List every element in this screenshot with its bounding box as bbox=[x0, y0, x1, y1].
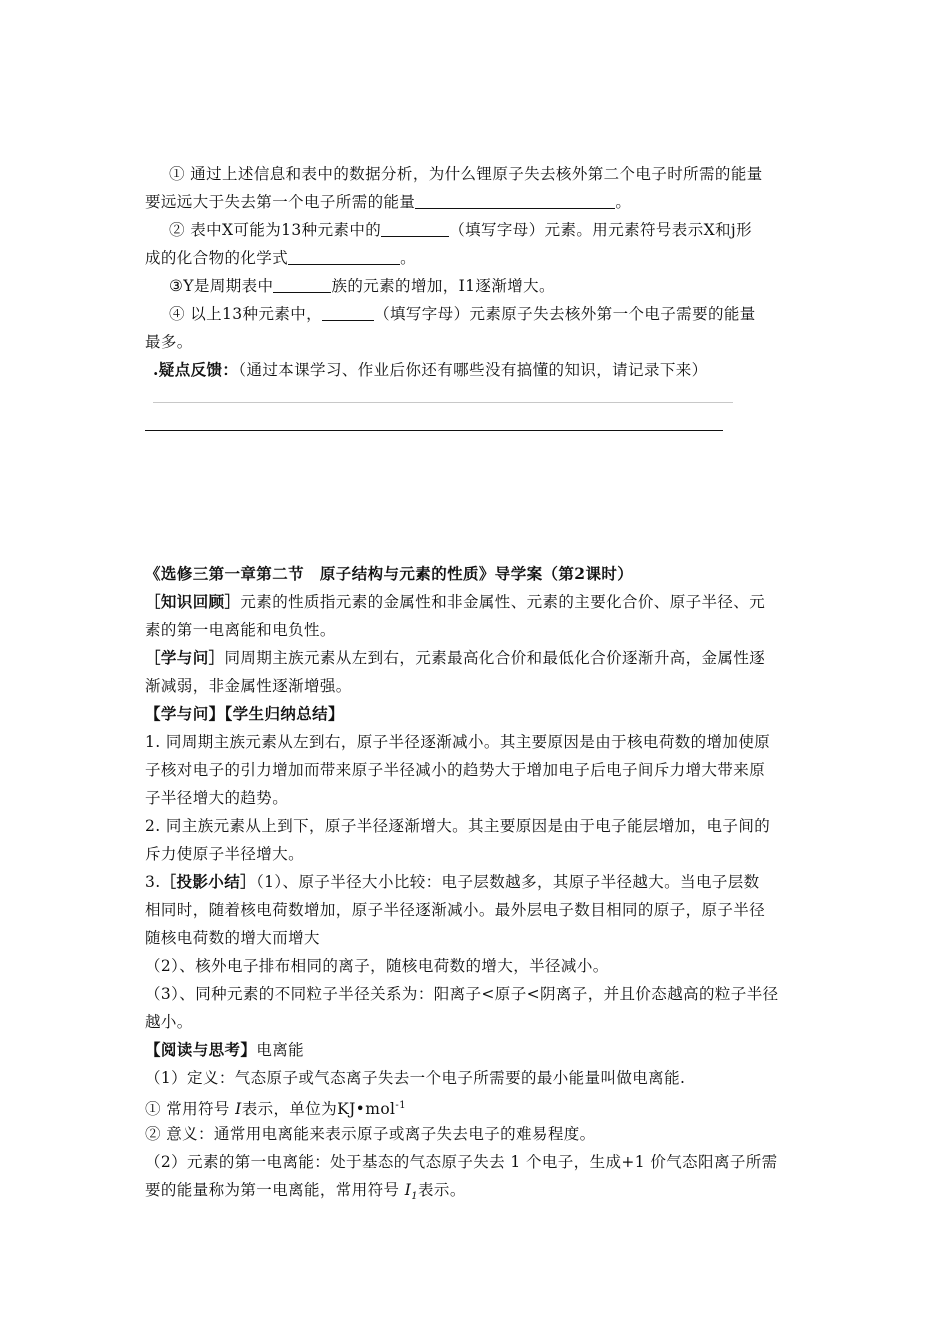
feedback-answer-line[interactable] bbox=[153, 402, 733, 403]
unit-superscript: -1 bbox=[395, 1100, 406, 1111]
answer-blank-5[interactable] bbox=[322, 306, 374, 321]
item-3-line-1 bbox=[145, 868, 810, 896]
symbol-text-a: ① 常用符号 bbox=[145, 1100, 236, 1119]
item-1-line-2: 子核对电子的引力增加而带来原子半径减小的趋势大于增加电子后电子间斥力增大带来原 bbox=[145, 761, 766, 779]
question-1-line-2 bbox=[145, 188, 810, 216]
item-3-line-2: 相同时，随着核电荷数增加，原子半径逐渐减小。最外层电子数目相同的原子，原子半径 bbox=[145, 901, 766, 919]
learn-label: ［学与问］ bbox=[145, 648, 225, 667]
question-2-text-a: ② 表中X可能为13种元素中的 bbox=[169, 221, 382, 239]
item-2-line-2: 斥力使原子半径增大。 bbox=[145, 845, 305, 863]
feedback-text: （通过本课学习、作业后你还有哪些没有搞懂的知识，请记录下来） bbox=[238, 361, 708, 379]
question-2-end: 。 bbox=[400, 249, 417, 267]
learn-line-1 bbox=[145, 644, 810, 672]
answer-blank-4[interactable] bbox=[273, 278, 331, 293]
divider-line bbox=[145, 430, 723, 431]
summary-heading: 【学与问】【学生归纳总结】 bbox=[145, 704, 344, 723]
first-ionization-text-a: 要的能量称为第一电离能，常用符号 bbox=[145, 1181, 405, 1199]
question-2-line-1 bbox=[145, 216, 810, 244]
reading-topic: 电离能 bbox=[256, 1041, 305, 1059]
symbol-subscript: 1 bbox=[411, 1191, 419, 1203]
item-3-line-3: 随核电荷数的增大而增大 bbox=[145, 929, 320, 947]
question-1-line-1: ① 通过上述信息和表中的数据分析，为什么锂原子失去核外第二个电子时所需的能量 bbox=[169, 165, 763, 183]
item-3-sub-3-line-2: 越小。 bbox=[145, 1013, 193, 1031]
item-2-line-1: 2. 同主族元素从上到下，原子半径逐渐增大。其主要原因是由于电子能层增加，电子间的 bbox=[145, 817, 771, 835]
question-2-line-2 bbox=[145, 244, 810, 272]
question-4-line-2: 最多。 bbox=[145, 333, 193, 351]
item-3-text-a: （1）、原子半径大小比较：电子层数越多，其原子半径越大。当电子层数 bbox=[256, 873, 760, 891]
question-4-line-1 bbox=[145, 300, 810, 328]
item-3-sub-2: （2）、核外电子排布相同的离子，随核电荷数的增大，半径减小。 bbox=[145, 957, 609, 975]
question-1-text: 要远远大于失去第一个电子所需的能量 bbox=[145, 193, 416, 211]
symbol-italic-i1: I bbox=[404, 1181, 412, 1199]
question-3-text-a: ③Y是周期表中 bbox=[169, 277, 274, 295]
section-title: 《选修三第一章第二节 原子结构与元素的性质》导学案（第2课时） bbox=[145, 564, 634, 583]
reading-heading bbox=[145, 1036, 810, 1064]
review-text-a: 元素的性质指元素的金属性和非金属性、元素的主要化合价、原子半径、元 bbox=[240, 593, 766, 611]
learn-text-a: 同周期主族元素从左到右，元素最高化合价和最低化合价逐渐升高，金属性逐 bbox=[224, 649, 766, 667]
feedback-line bbox=[153, 356, 818, 384]
answer-blank-1[interactable] bbox=[415, 194, 615, 209]
question-3-text-b: 族的元素的增加，I1逐渐增大。 bbox=[331, 277, 555, 295]
first-ionization-text-b: 表示。 bbox=[418, 1181, 466, 1199]
question-4-text-b: （填写字母）元素原子失去核外第一个电子需要的能量 bbox=[374, 305, 756, 323]
question-4-text-a: ④ 以上13种元素中， bbox=[169, 305, 323, 323]
item-3-label: ［投影小结］ bbox=[160, 872, 256, 891]
question-2-text-c: 成的化合物的化学式 bbox=[145, 249, 289, 267]
first-ionization-line-1: （2）元素的第一电离能：处于基态的气态原子失去 1 个电子，生成+1 价气态阳离子所需 bbox=[145, 1153, 778, 1171]
learn-line-2: 渐减弱，非金属性逐渐增强。 bbox=[145, 677, 352, 695]
meaning-line: ② 意义：通常用电离能来表示原子或离子失去电子的难易程度。 bbox=[145, 1125, 596, 1143]
item-1-line-1: 1. 同周期主族元素从左到右，原子半径逐渐减小。其主要原因是由于核电荷数的增加使原 bbox=[145, 733, 771, 751]
first-ionization-line-2 bbox=[145, 1176, 810, 1211]
answer-blank-3[interactable] bbox=[288, 250, 400, 265]
symbol-italic-i: I bbox=[235, 1100, 242, 1119]
review-label: ［知识回顾］ bbox=[145, 592, 241, 611]
item-1-line-3: 子半径增大的趋势。 bbox=[145, 789, 289, 807]
answer-blank-2[interactable] bbox=[381, 222, 449, 237]
item-3-sub-3-line-1: （3）、同种元素的不同粒子半径关系为：阳离子<原子<阴离子，并且价态越高的粒子半径 bbox=[145, 985, 779, 1003]
reading-label: 【阅读与思考】 bbox=[145, 1040, 257, 1059]
definition-line: （1）定义：气态原子或气态离子失去一个电子所需要的最小能量叫做电离能. bbox=[145, 1069, 686, 1087]
review-line-2: 素的第一电离能和电负性。 bbox=[145, 621, 336, 639]
question-3-line bbox=[145, 272, 810, 300]
item-3-number: 3. bbox=[145, 873, 161, 891]
question-1-end: 。 bbox=[615, 193, 632, 211]
review-line-1 bbox=[145, 588, 810, 616]
feedback-label: .疑点反馈： bbox=[153, 360, 239, 379]
symbol-line bbox=[145, 1092, 810, 1123]
symbol-text-b: 表示，单位为KJ•mol bbox=[241, 1100, 396, 1119]
question-2-text-b: （填写字母）元素。用元素符号表示X和j形 bbox=[449, 221, 753, 239]
